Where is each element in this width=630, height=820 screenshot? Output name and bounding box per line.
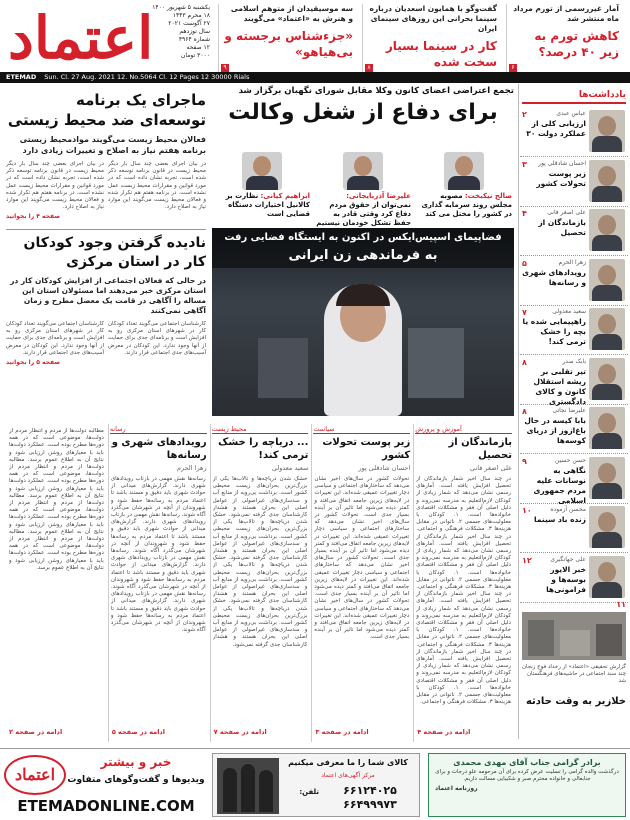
note-title: ارزیابی کلی از عملکرد دولت ۳۰ [526, 119, 586, 138]
person-face [354, 156, 372, 176]
condolence-ad[interactable] [428, 753, 626, 817]
section-label: آموزش و پرورش [415, 424, 512, 434]
continue-link[interactable]: ادامه در صفحه ۷ [213, 728, 267, 736]
column-author: سعید معدولی [271, 464, 309, 472]
bottom-ads [0, 748, 630, 820]
masthead [0, 0, 630, 84]
ad-subtitle: مرکز آگهی‌های اعتماد [321, 772, 375, 779]
column-author: زهرا الحرم [176, 464, 207, 472]
note-title: خبر الایور بوسه‌ها و فرامونی‌ها [546, 564, 586, 594]
author-face [598, 562, 616, 582]
author-face [598, 413, 616, 433]
divider [6, 229, 206, 230]
note-title: زنده باد سینما [534, 515, 586, 524]
note-page: ۳ [522, 159, 527, 169]
column-title[interactable]: ... دریاچه را خشک ترمی کند! [218, 437, 309, 461]
ad-figures [217, 758, 279, 814]
figure-shape [241, 764, 255, 812]
condolence-body: درگذشت والده گرامی را تسلیت عرض کرده برای آن مرحومه علو درجات و برای جنابعالی و خانواده محترم صبر و شکیبایی مسالت داریم. [435, 769, 619, 782]
site-url[interactable]: ETEMADONLINE.COM [17, 797, 195, 815]
note-item[interactable] [520, 255, 628, 306]
author-photo [589, 556, 625, 598]
author-body [592, 433, 622, 449]
column-body-text: تحولات کشور در سال‌های اخیر نشان می‌دهد که ساختارهای اجتماعی و سیاسی دچار تغییرات عمیقی شده‌اند. این تغییرات در لایه‌های زیرین جامعه اتفاق می‌افتد و کمتر دیده می‌شود اما تاثیر آن بر آینده بسیار جدی است. [314, 555, 410, 598]
column-body [111, 476, 206, 724]
date-gregorian: ۲۷ آگوست ۲۰۲۱ [168, 20, 210, 27]
ad-title: کالای شما را ما معرفی میکنیم [288, 758, 408, 767]
site-ad-title: خبر و بیشتر [100, 755, 172, 769]
site-ad[interactable] [4, 753, 208, 817]
person-name: ابراهیم کیانی: [260, 192, 310, 200]
building-shape [596, 624, 622, 656]
column-body-text: در چند سال اخیر شمار بازماندگان از تحصیل افزایش یافته است. آمارهای رسمی نشان می‌دهد که شمار زیادی از کودکان لازم‌التعلیم به مدرسه نمی‌روند و دلیل اصلی آن فقر و مشکلات اقتصادی خانواده‌ها است. ۱. کودکان با معلولیت‌های جسمی ۲. ناتوانی در مقابل هزینه‌ها ۳. مشکلات فرهنگی و اجتماعی. [416, 648, 511, 706]
teaser-cinema[interactable] [362, 4, 502, 72]
note-title: بابا کیسه در حال باغ‌ازوز از دریای کوسه‌ها [524, 416, 586, 445]
note-author: بابک صدر [562, 357, 586, 365]
column-body-text: مطالبه دولت‌ها از مردم و انتظار مردم از دولت‌ها، موضوعی است که در همه دوره‌ها مطرح بوده است. عملکرد دولت‌ها باید با معیارهای روشن ارزیابی شود و نتایج آن به اطلاع عموم برسد. [9, 492, 104, 535]
bottom-photo [522, 612, 626, 660]
strip-name: ETEMAD [6, 73, 37, 81]
figure-shape [223, 768, 237, 812]
story-body: کارشناسان اجتماعی می‌گویند تعداد کودکان کار در شهرهای استان مرکزی رو به افزایش است و برنامه‌ای جدی برای حمایت از آنها وجود ندارد. این کودکان در معرض آسیب‌های جدی اجتماعی قرار دارند. [6, 321, 104, 356]
bottom-caption: گزارش تحقیقی «اعتماد» از رخداد فوج زنجان چند سند اجتماعی در حاشیه‌های فرهنگستان شد [521, 664, 626, 684]
person-photo [343, 152, 383, 190]
note-author: حسن حسین [555, 456, 586, 464]
phone-number: ۶۶۱۲۴۰۲۵ [343, 784, 397, 797]
note-page: ۱۰ [522, 506, 532, 515]
column-title[interactable]: رویدادهای شهری و رسانه‌ها [111, 437, 207, 461]
note-author: علی اصغر فانی [547, 209, 586, 216]
note-page: ۵ [522, 258, 527, 268]
column-body-text: مطالبه دولت‌ها از مردم و انتظار مردم از دولت‌ها، موضوعی است که در همه دوره‌ها مطرح بوده است. عملکرد دولت‌ها باید با معیارهای روشن ارزیابی شود و نتایج آن به اطلاع عموم برسد. [9, 428, 104, 463]
author-body [592, 334, 622, 350]
column-article [413, 424, 514, 742]
teaser-title: کار در سینما بسیار سخت شده [385, 39, 497, 69]
teaser-title: «جزء‌شناس برجسته و بی‌هیاهو» [224, 29, 353, 59]
teaser-inflation[interactable] [506, 4, 624, 72]
section-label: سیاست [313, 424, 410, 434]
bottom-title[interactable]: خلازیر به وقت حادثه [525, 696, 626, 707]
columns-section [6, 424, 514, 742]
teaser-kicker: گفت‌وگو با همایون اسعدیان درباره سینما بحرانی این روزهای سینمای ایران [369, 4, 497, 33]
note-item[interactable] [520, 205, 628, 256]
column-title[interactable]: زیر پوست تحولات کشور [322, 437, 411, 461]
column-article [6, 424, 107, 742]
advertising-ad[interactable] [212, 753, 420, 817]
author-body [592, 285, 622, 301]
condolence-sign: روزنامه اعتماد [435, 785, 478, 792]
section-label: رسانه [110, 424, 207, 434]
column-body-text: خشک شدن دریاچه‌ها و تالاب‌ها یکی از بزرگ‌ترین بحران‌های زیست محیطی کشور است. برداشت بی‌رویه از منابع آب و سدسازی‌های غیراصولی از عوامل اصلی این بحران هستند و هشدار کارشناسان جدی گرفته نمی‌شود. [212, 598, 308, 648]
column-body-text: رسانه‌ها نقش مهمی در بازتاب رویدادهای شهری دارند. گزارش‌های میدانی از حوادث شهری باید دقیق و مستند باشد تا اعتماد مردم به رسانه‌ها حفظ شود و شهروندان از آنچه در شهرشان می‌گذرد آگاه شوند. [110, 512, 206, 555]
equipment [258, 338, 308, 398]
column-article [108, 424, 209, 742]
ad-logo-text: اعتماد [14, 765, 56, 784]
author-body [592, 235, 622, 251]
phone-number: ۶۶۴۹۹۹۷۳ [343, 798, 397, 811]
note-item[interactable] [520, 156, 628, 207]
site-ad-logo [4, 755, 66, 795]
story-title[interactable]: ماجرای یک برنامه توسعه‌ای ضد محیط زیستی [7, 91, 206, 129]
notes-header: یادداشت‌ها [522, 90, 626, 104]
continue-link[interactable]: ادامه در صفحه ۴ [417, 728, 471, 736]
note-page: ۱۲ [522, 555, 532, 565]
story-title[interactable]: نادیده گرفتن وجود کودکان کار در استان مرکزی [23, 235, 206, 270]
note-author: سعید معدولی [552, 308, 586, 315]
column-body-text: تحولات کشور در سال‌های اخیر نشان می‌دهد که ساختارهای اجتماعی و سیاسی دچار تغییرات عمیقی شده‌اند. این تغییرات در لایه‌های زیرین جامعه اتفاق می‌افتد و کمتر دیده می‌شود اما تاثیر آن بر آینده بسیار جدی است. [314, 512, 410, 562]
author-face [598, 314, 616, 334]
figure-shape [259, 770, 273, 812]
author-body [592, 582, 622, 598]
photo-headline: به فرماندهی زن ایرانی [288, 248, 438, 263]
column-body-text: مطالبه دولت‌ها از مردم و انتظار مردم از دولت‌ها، موضوعی است که در همه دوره‌ها مطرح بوده است. عملکرد دولت‌ها باید با معیارهای روشن ارزیابی شود و نتایج آن به اطلاع عموم برسد. [9, 528, 104, 571]
person-suit [246, 176, 278, 190]
author-photo [589, 407, 625, 449]
note-author: عباس عبدی [556, 110, 586, 117]
note-author: علی جهانگیری [550, 555, 586, 563]
person-quote: نمی‌توان از حقوق مردم دفاع کرد وقتی قادر به حفظ تشکل خودمان نیستیم [316, 201, 411, 227]
photo-caption: فضاپیمای اسپیس‌ایکس در اکنون به ایستگاه فضایی رفت [224, 232, 502, 243]
column-body [213, 476, 308, 724]
column-body-text: تحولات کشور در سال‌های اخیر نشان می‌دهد که ساختارهای اجتماعی و سیاسی دچار تغییرات عمیقی شده‌اند. این تغییرات در لایه‌های زیرین جامعه اتفاق می‌افتد و کمتر دیده می‌شود اما تاثیر آن بر آینده بسیار جدی است. [314, 598, 410, 641]
continue-link[interactable]: صفحه ۵ را بخوانید [6, 359, 61, 367]
column-title[interactable]: بازماندگان از تحصیل [448, 437, 512, 461]
note-title: راهپیمایی شده یا بچه را خشک ترمی کند! [522, 317, 586, 346]
author-face [598, 364, 616, 384]
column-body-text: در چند سال اخیر شمار بازماندگان از تحصیل افزایش یافته است. آمارهای رسمی نشان می‌دهد که شمار زیادی از کودکان لازم‌التعلیم به مدرسه نمی‌روند و دلیل اصلی آن فقر و مشکلات اقتصادی خانواده‌ها است. ۱. کودکان با معلولیت‌های جسمی ۲. ناتوانی در مقابل هزینه‌ها ۳. مشکلات فرهنگی و اجتماعی. [416, 476, 511, 533]
quote-block [414, 150, 514, 228]
space-photo[interactable] [212, 228, 514, 416]
person-suit [347, 176, 379, 190]
author-body [592, 532, 622, 548]
quotes-row [212, 150, 514, 228]
column-body-text: رسانه‌ها نقش مهمی در بازتاب رویدادهای شهری دارند. گزارش‌های میدانی از حوادث شهری باید دقیق و مستند باشد تا اعتماد مردم به رسانه‌ها حفظ شود و شهروندان از آنچه در شهرشان می‌گذرد آگاه شوند. [110, 591, 206, 634]
quote-block [212, 150, 312, 228]
continue-link[interactable]: ادامه در صفحه ۳ [315, 728, 369, 736]
author-photo [589, 308, 625, 350]
masthead-strip [0, 72, 630, 83]
author-body [592, 483, 622, 499]
page-count: ۱۲ صفحه [186, 44, 210, 51]
author-photo [589, 457, 625, 499]
child-labor-story [6, 234, 206, 414]
person-photo [444, 152, 484, 190]
person-quote: نظارت بر کالانیل اختیارات دستگاه قضایی است [225, 192, 310, 218]
section-label: محیط زیست [212, 424, 309, 434]
column-author: علی اصغر فانی [470, 464, 512, 472]
author-photo [589, 506, 625, 548]
column-body [314, 476, 409, 724]
teaser-title: کاهش تورم به زیر ۴۰ درصد؟ [534, 29, 619, 59]
person-face [455, 156, 473, 176]
story-body: کارشناسان اجتماعی می‌گویند تعداد کودکان کار در شهرهای استان مرکزی رو به افزایش است و برنامه‌ای جدی برای حمایت از آنها وجود ندارد. این کودکان در معرض آسیب‌های جدی اجتماعی قرار دارند. [108, 321, 206, 356]
building-shape [528, 620, 554, 656]
condolence-title: برادر گرامی جناب آقای مهدی محمدی [453, 758, 601, 767]
note-item[interactable] [520, 403, 628, 454]
teaser-page: ۹ [221, 64, 229, 72]
author-photo [589, 110, 625, 152]
column-body-text: رسانه‌ها نقش مهمی در بازتاب رویدادهای شهری دارند. گزارش‌های میدانی از حوادث شهری باید دقیق و مستند باشد تا اعتماد مردم به رسانه‌ها حفظ شود و شهروندان از آنچه در شهرشان می‌گذرد آگاه شوند. [110, 548, 206, 591]
person-suit [448, 176, 480, 190]
note-author: زهرا الحرم [558, 258, 586, 266]
issue-info [150, 4, 210, 60]
column-body-text: خشک شدن دریاچه‌ها و تالاب‌ها یکی از بزرگ‌ترین بحران‌های زیست محیطی کشور است. برداشت بی‌رویه از منابع آب و سدسازی‌های غیراصولی از عوامل اصلی این بحران هستند و هشدار کارشناسان جدی گرفته نمی‌شود. [212, 476, 308, 519]
column-body-text: در چند سال اخیر شمار بازماندگان از تحصیل افزایش یافته است. آمارهای رسمی نشان می‌دهد که شمار زیادی از کودکان لازم‌التعلیم به مدرسه نمی‌روند و دلیل اصلی آن فقر و مشکلات اقتصادی خانواده‌ها است. ۱. کودکان با معلولیت‌های جسمی ۲. ناتوانی در مقابل هزینه‌ها ۳. مشکلات فرهنگی و اجتماعی. [416, 591, 511, 648]
site-ad-subtitle: ویدیوها و گفت‌وگوهای متفاوت [67, 775, 205, 785]
author-photo [589, 358, 625, 400]
environment-story [6, 90, 206, 225]
note-title: تیر تقلبی بر ریشه استقلال کانون و کالای دادگستری [533, 366, 586, 406]
note-page: ۸ [522, 407, 527, 416]
note-item[interactable] [520, 453, 628, 504]
note-item[interactable] [520, 354, 628, 405]
column-body [416, 476, 511, 724]
column-body-text: در چند سال اخیر شمار بازماندگان از تحصیل افزایش یافته است. آمارهای رسمی نشان می‌دهد که شمار زیادی از کودکان لازم‌التعلیم به مدرسه نمی‌روند و دلیل اصلی آن فقر و مشکلات اقتصادی خانواده‌ها است. ۱. کودکان با معلولیت‌های جسمی ۲. ناتوانی در مقابل هزینه‌ها ۳. مشکلات فرهنگی و اجتماعی. [416, 533, 511, 591]
person-face [253, 156, 271, 176]
teaser-kicker: سه موسیقیدان از متوهم اسلامی و هنرش به «اعتماد» می‌گویند [230, 4, 353, 23]
teaser-kicker: آمار غیررسمی از تورم مرداد ماه منتشر شد [513, 4, 619, 23]
note-page: ۸ [522, 357, 527, 367]
author-photo [589, 209, 625, 251]
date-persian: یکشنبه ۵ شهریور ۱۴۰۰ [152, 4, 210, 11]
author-body [592, 384, 622, 400]
note-item[interactable] [520, 502, 628, 553]
person-name: علیرضا آذربایجانی: [346, 192, 411, 200]
continue-link[interactable]: صفحه ۴ را بخوانید [6, 213, 61, 221]
note-page: ۹ [522, 456, 527, 466]
note-page: ۷ [522, 308, 527, 317]
author-face [598, 463, 616, 483]
author-photo [589, 259, 625, 301]
person-name: صالح نیکبخت: [464, 192, 512, 200]
column-body-text: رسانه‌ها نقش مهمی در بازتاب رویدادهای شهری دارند. گزارش‌های میدانی از حوادث شهری باید دقیق و مستند باشد تا اعتماد مردم به رسانه‌ها حفظ شود و شهروندان از آنچه در شهرشان می‌گذرد آگاه شوند. [110, 476, 206, 519]
note-author: احسان شادقلی پور [538, 159, 586, 167]
note-author: علیرضا نجاتی [552, 407, 586, 414]
note-author: محسن آزموده [550, 506, 586, 513]
author-body [592, 186, 622, 202]
continue-link[interactable]: ادامه در صفحه ۲ [9, 728, 63, 736]
issue-number: شماره ۴۹۶۴ [178, 36, 210, 43]
column-body-text: مطالبه دولت‌ها از مردم و انتظار مردم از دولت‌ها، موضوعی است که در همه دوره‌ها مطرح بوده است. عملکرد دولت‌ها باید با معیارهای روشن ارزیابی شود و نتایج آن به اطلاع عموم برسد. [9, 456, 104, 499]
logo-wordmark: اعتماد [8, 4, 154, 72]
teaser-page: ۶ [509, 64, 517, 72]
story-body: در بیان اجرای بعضی چند سال بار دیگر محیط زیست در قانون برنامه توسعه ذکر شده است، تجربه نشان داده است که در مورد قوانین و مقرارات محیط زیست عمل نشده است. در برنامه هفتم هم تکرار شده و فعالان محیط زیست می‌گویند این موارد نیاز به اصلاح دارد. [108, 161, 206, 211]
note-item[interactable] [520, 106, 628, 157]
note-title: زیر پوست تحولات کشور [536, 168, 586, 188]
note-page: ۴ [522, 209, 527, 218]
main-kicker: تجمع اعتراضی اعضای کانون وکلا مقابل شورای نگهبان برگزار شد [238, 86, 514, 96]
author-body [592, 136, 622, 152]
continue-link[interactable]: ادامه در صفحه ۵ [111, 728, 165, 736]
column-body [9, 428, 104, 724]
note-title: بازماندگان از تحصیل [538, 218, 586, 237]
person-photo [242, 152, 282, 190]
main-title[interactable]: برای دفاع از شغل وکالت [228, 100, 498, 125]
column-article [210, 424, 311, 742]
column-body-text: خشک شدن دریاچه‌ها و تالاب‌ها یکی از بزرگ‌ترین بحران‌های زیست محیطی کشور است. برداشت بی‌رویه از منابع آب و سدسازی‌های غیراصولی از عوامل اصلی این بحران هستند و هشدار کارشناسان جدی گرفته نمی‌شود. [212, 555, 308, 605]
note-item[interactable] [520, 552, 628, 603]
author-face [598, 166, 616, 186]
story-lead: در حالی که فعالان اجتماعی از افزایش کودکان کار در استان مرکزی خبر می‌دهند اما مسئولان استان این مساله را آگاهی در قامت یک معضل مطرح و زمان آگاهی نمی‌کنند [10, 276, 206, 315]
story-lead: فعالان محیط زیست می‌گویند موادمحیط زیستی برنامه هفتم نیاز به اصلاح و تغییرات زیادی دارد [19, 135, 206, 155]
strip-info: Sun. Cl. 27 Aug. 2021 12. No.5064 Cl. 12 Pages 12 30000 Rials [44, 73, 250, 81]
equipment [408, 328, 464, 398]
teaser-page: ۸ [365, 64, 373, 72]
author-face [598, 116, 616, 136]
column-article [311, 424, 412, 742]
column-author: احسان شادقلی پور [358, 464, 411, 472]
building-shape [560, 630, 590, 656]
note-page: ۲ [522, 110, 527, 119]
column-body-text: تحولات کشور در سال‌های اخیر نشان می‌دهد که ساختارهای اجتماعی و سیاسی دچار تغییرات عمیقی شده‌اند. این تغییرات در لایه‌های زیرین جامعه اتفاق می‌افتد و کمتر دیده می‌شود اما تاثیر آن بر آینده بسیار جدی است. [314, 476, 410, 519]
author-photo [589, 160, 625, 202]
bottom-page: ۱۱ [616, 600, 626, 609]
note-title: نگاهی به نوسانات علیه مردم جمهوری اسلامی [533, 465, 586, 505]
note-title: رویدادهای شهری و رسانه‌ها [522, 267, 586, 287]
author-face [598, 215, 616, 235]
person-quote: مصوبه مجلس روند سرمایه گذاری در کشور را مختل می کند [421, 192, 512, 218]
year-label: سال نوزدهم [179, 28, 210, 35]
quote-block [313, 150, 413, 228]
notes-column [518, 84, 630, 739]
date-hijri: ۱۸ محرم ۱۴۴۳ [172, 12, 210, 19]
teaser-music[interactable] [218, 4, 358, 72]
note-item[interactable] [520, 304, 628, 355]
author-face [598, 265, 616, 285]
price: ۳۰۰۰ تومان [180, 52, 210, 59]
phone-label: تلفن: [299, 788, 319, 796]
story-body: در بیان اجرای بعضی چند سال بار دیگر محیط زیست در قانون برنامه توسعه ذکر شده است، تجربه نشان داده است که در مورد قوانین و مقرارات محیط زیست عمل نشده است. در برنامه هفتم هم تکرار شده و فعالان محیط زیست می‌گویند این موارد نیاز به اصلاح دارد. [6, 161, 104, 211]
column-body-text: خشک شدن دریاچه‌ها و تالاب‌ها یکی از بزرگ‌ترین بحران‌های زیست محیطی کشور است. برداشت بی‌رویه از منابع آب و سدسازی‌های غیراصولی از عوامل اصلی این بحران هستند و هشدار کارشناسان جدی گرفته نمی‌شود. [212, 512, 308, 562]
author-face [598, 512, 616, 532]
